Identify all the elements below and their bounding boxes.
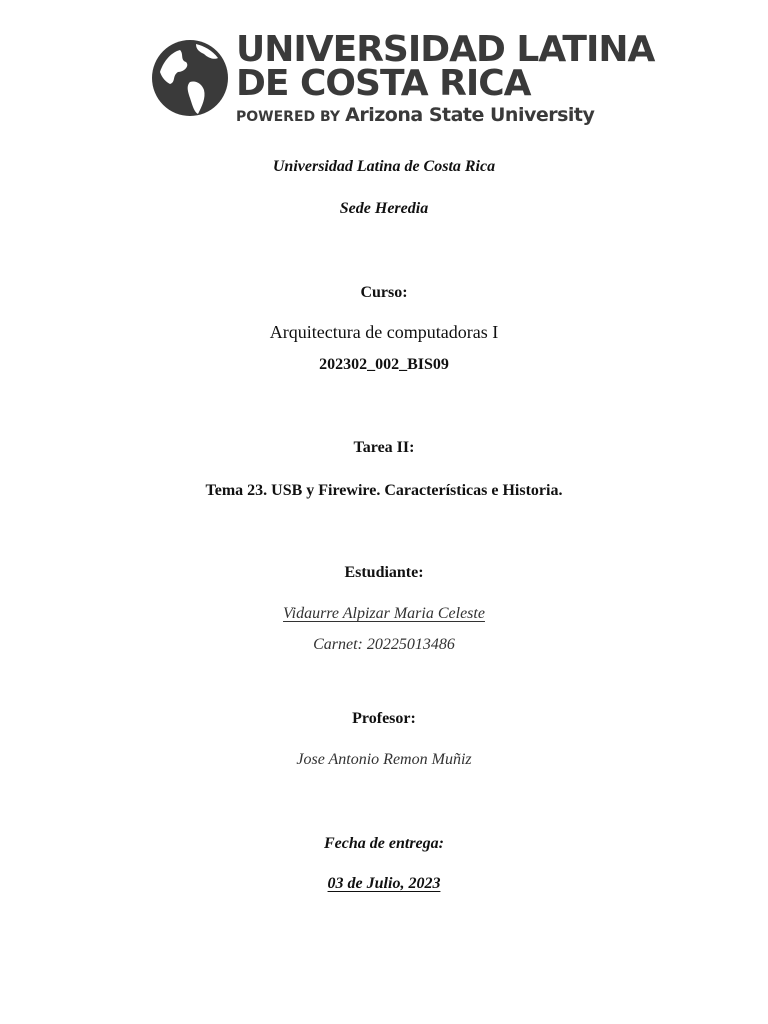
- due-date-label: Fecha de entrega:: [324, 835, 444, 852]
- student-name-row: [0, 604, 768, 623]
- logo-powered-by: POWERED BY: [236, 109, 341, 125]
- professor-label: Profesor:: [352, 710, 416, 727]
- university-logo: [150, 29, 655, 130]
- course-code: 202302_002_BIS09: [319, 356, 449, 373]
- logo-partner: Arizona State University: [345, 104, 595, 126]
- due-date-row: [0, 874, 768, 893]
- globe-icon: [150, 32, 230, 124]
- assignment-label: Tarea II:: [353, 439, 415, 456]
- student-carnet: Carnet: 20225013486: [313, 636, 455, 653]
- professor-name: Jose Antonio Remon Muñiz: [296, 751, 472, 768]
- due-date: 03 de Julio, 2023: [327, 875, 441, 892]
- logo-text-line1: UNIVERSIDAD LATINA: [236, 29, 655, 70]
- campus-name: Sede Heredia: [339, 200, 429, 217]
- student-label: Estudiante:: [344, 564, 424, 581]
- course-name: Arquitectura de computadoras I: [269, 322, 499, 342]
- logo-text-line3: [236, 106, 594, 125]
- course-label: Curso:: [360, 284, 408, 301]
- logo-text-line2: DE COSTA RICA: [236, 63, 531, 104]
- student-name: Vidaurre Alpizar Maria Celeste: [283, 605, 485, 622]
- university-name: Universidad Latina de Costa Rica: [272, 158, 496, 175]
- assignment-topic: Tema 23. USB y Firewire. Características e Historia.: [205, 482, 563, 499]
